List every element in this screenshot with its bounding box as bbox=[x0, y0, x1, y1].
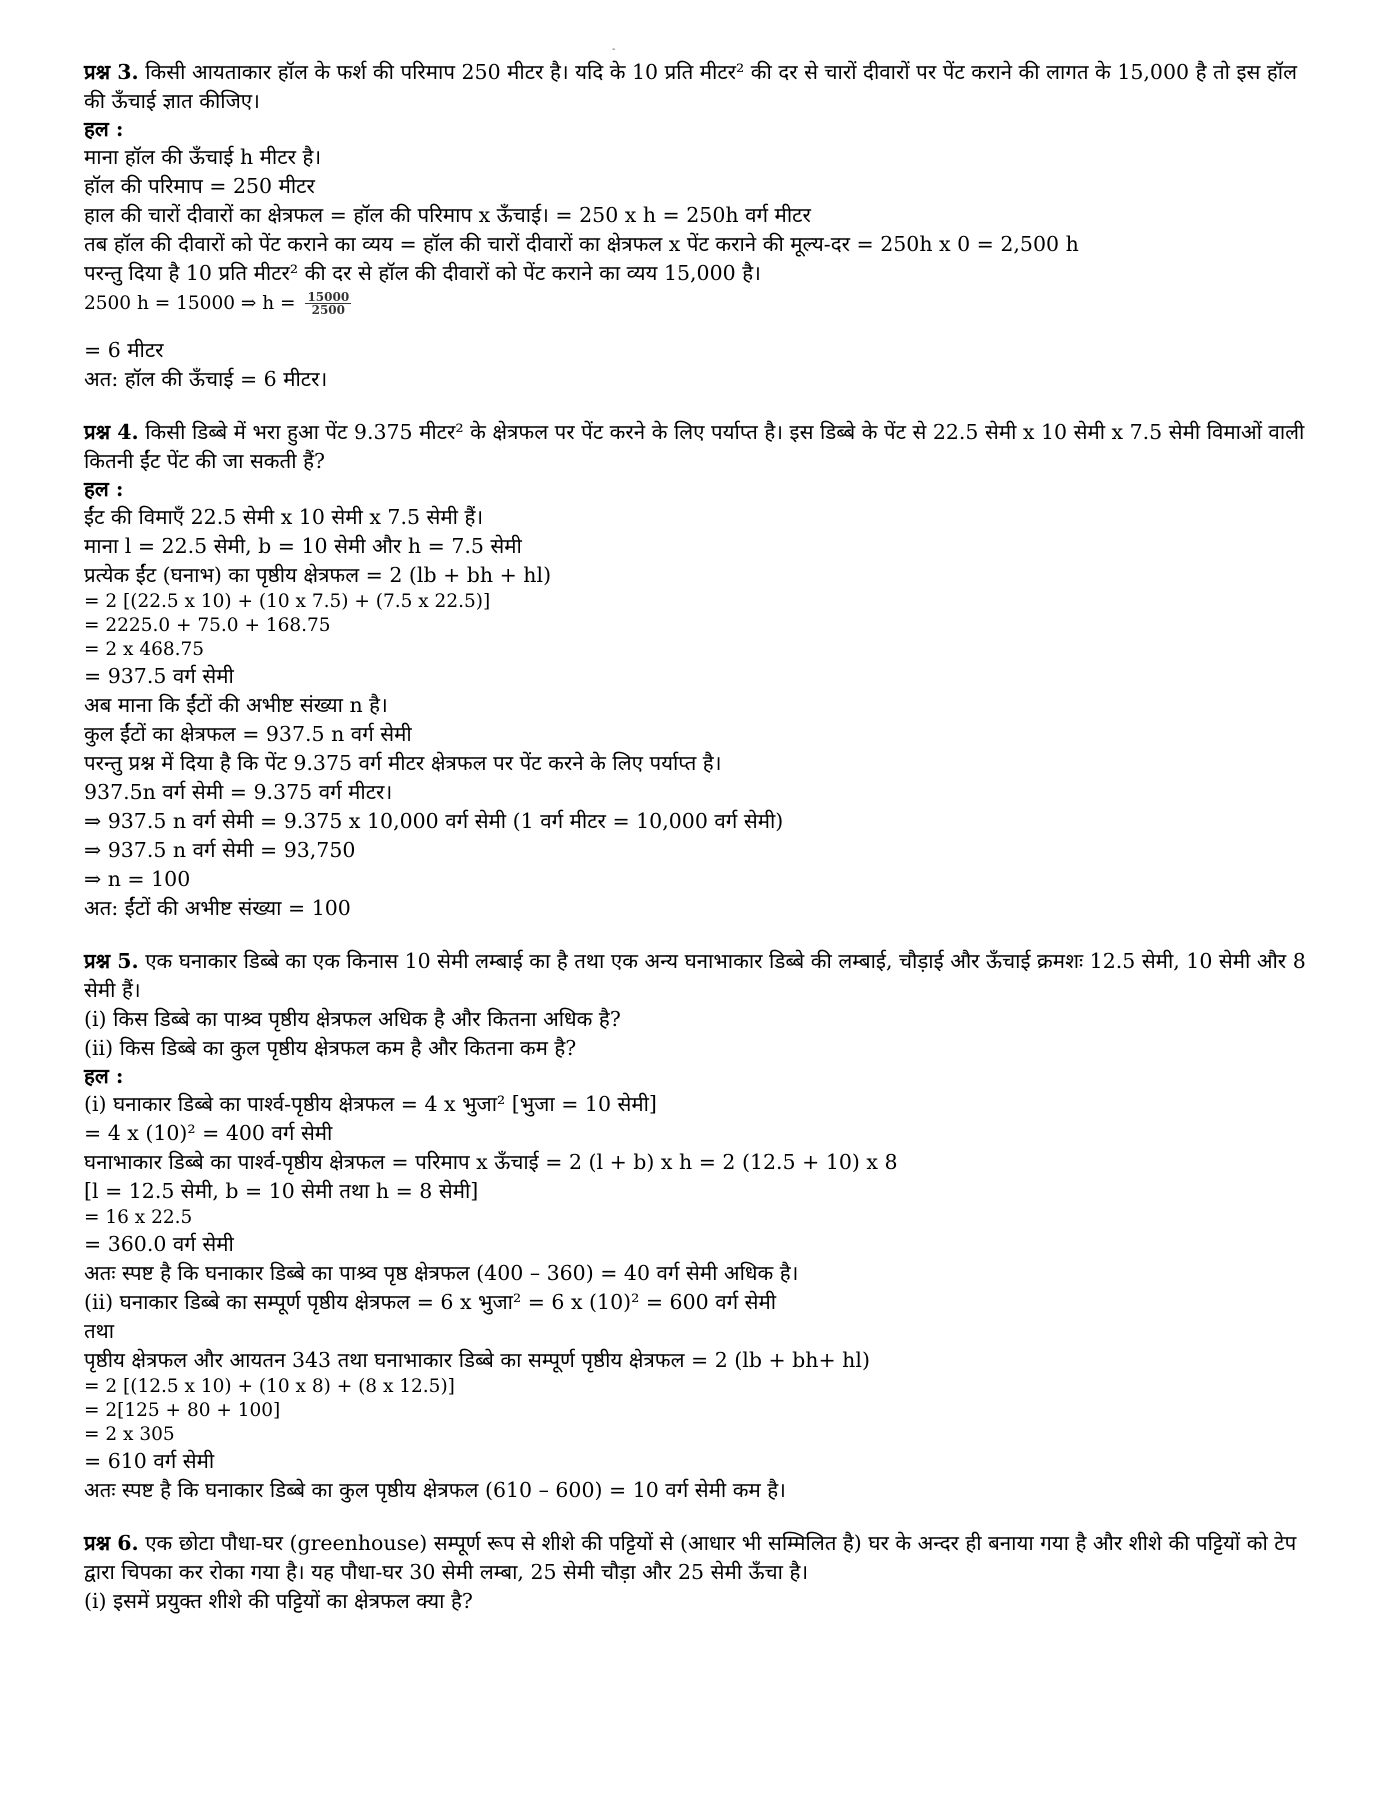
question-5 bbox=[84, 947, 1324, 1505]
solution-line: माना l = 22.5 सेमी, b = 10 सेमी और h = 7.5 सेमी bbox=[84, 534, 522, 558]
question-3-text bbox=[84, 58, 1324, 116]
solution-line: अतः स्पष्ट है कि घनाकार डिब्बे का पाश्र्व पृष्ठ क्षेत्रफल (400 – 360) = 40 वर्ग सेमी अधिक है। bbox=[84, 1261, 799, 1285]
solution-line: ⇒ n = 100 bbox=[84, 867, 191, 891]
solution-line: = 6 मीटर bbox=[84, 338, 164, 362]
solution-line: प्रत्येक ईंट (घनाभ) का पृष्ठीय क्षेत्रफल = 2 (lb + bh + hl) bbox=[84, 563, 552, 587]
question-3-body: किसी आयताकार हॉल के फर्श की परिमाप 250 मीटर है। यदि के 10 प्रति मीटर² की दर से चारों दीवारों पर पेंट कराने की लागत के 15,000 है तो इस हॉल की ऊँचाई ज्ञात कीजिए। bbox=[84, 60, 1298, 113]
question-6-text bbox=[84, 1529, 1324, 1587]
question-4 bbox=[84, 418, 1324, 923]
solution-heading: हल : bbox=[84, 117, 124, 141]
solution-line: परन्तु दिया है 10 प्रति मीटर² की दर से हॉल की दीवारों को पेंट कराने का व्यय 15,000 है। bbox=[84, 261, 761, 285]
solution-line: = 610 वर्ग सेमी bbox=[84, 1449, 215, 1473]
equation-line bbox=[84, 288, 1324, 322]
solution-line: = 360.0 वर्ग सेमी bbox=[84, 1232, 234, 1256]
solution-line: परन्तु प्रश्न में दिया है कि पेंट 9.375 वर्ग मीटर क्षेत्रफल पर पेंट करने के लिए पर्याप्त है। bbox=[84, 751, 722, 775]
question-subpart: (i) इसमें प्रयुक्त शीशे की पट्टियों का क्षेत्रफल क्या है? bbox=[84, 1589, 473, 1613]
solution-line: [l = 12.5 सेमी, b = 10 सेमी तथा h = 8 सेमी] bbox=[84, 1179, 479, 1203]
solution-line: माना हॉल की ऊँचाई h मीटर है। bbox=[84, 145, 322, 169]
question-3-label: प्रश्न 3. bbox=[84, 60, 139, 84]
solution-step: = 2225.0 + 75.0 + 168.75 bbox=[84, 615, 331, 636]
question-6 bbox=[84, 1529, 1324, 1616]
solution-step: = 2 [(12.5 x 10) + (10 x 8) + (8 x 12.5)] bbox=[84, 1376, 455, 1397]
solution-line: (i) घनाकार डिब्बे का पार्श्व-पृष्ठीय क्षेत्रफल = 4 x भुजा² [भुजा = 10 सेमी] bbox=[84, 1092, 657, 1116]
solution-heading: हल : bbox=[84, 1064, 124, 1088]
solution-line: ⇒ 937.5 n वर्ग सेमी = 9.375 x 10,000 वर्ग सेमी (1 वर्ग मीटर = 10,000 वर्ग सेमी) bbox=[84, 809, 784, 833]
solution-line: अब माना कि ईंटों की अभीष्ट संख्या n है। bbox=[84, 693, 388, 717]
question-3 bbox=[84, 58, 1324, 394]
solution-line: कुल ईंटों का क्षेत्रफल = 937.5 n वर्ग सेमी bbox=[84, 722, 412, 746]
equation-text: 2500 h = 15000 ⇒ h = bbox=[84, 293, 302, 314]
solution-line: तथा bbox=[84, 1319, 115, 1343]
solution-step: = 2 x 468.75 bbox=[84, 639, 205, 660]
solution-line: हाल की चारों दीवारों का क्षेत्रफल = हॉल की परिमाप x ऊँचाई। = 250 x h = 250h वर्ग मीटर bbox=[84, 203, 811, 227]
top-mark: - bbox=[612, 44, 616, 55]
document-page bbox=[84, 58, 1324, 1616]
solution-heading: हल : bbox=[84, 477, 124, 501]
solution-line: अत: हॉल की ऊँचाई = 6 मीटर। bbox=[84, 367, 328, 391]
question-5-body: एक घनाकार डिब्बे का एक किनास 10 सेमी लम्बाई का है तथा एक अन्य घनाभाकार डिब्बे की लम्बाई, चौड़ाई और ऊँचाई क्रमशः 12.5 सेमी, 10 सेमी और 8 सेमी हैं। bbox=[84, 949, 1306, 1002]
solution-line: अत: ईंटों की अभीष्ट संख्या = 100 bbox=[84, 896, 351, 920]
solution-line: पृष्ठीय क्षेत्रफल और आयतन 343 तथा घनाभाकार डिब्बे का सम्पूर्ण पृष्ठीय क्षेत्रफल = 2 (lb + bh+ hl) bbox=[84, 1348, 870, 1372]
solution-step: = 16 x 22.5 bbox=[84, 1207, 193, 1228]
solution-line: तब हॉल की दीवारों को पेंट कराने का व्यय = हॉल की चारों दीवारों का क्षेत्रफल x पेंट कराने की मूल्य-दर = 250h x 0 = 2,500 h bbox=[84, 232, 1079, 256]
question-6-body: एक छोटा पौधा-घर (greenhouse) सम्पूर्ण रूप से शीशे की पट्टियों से (आधार भी सम्मिलित है) घर के अन्दर ही बनाया गया है और शीशे की पट्टियों को टेप द्वारा चिपका कर रोका गया है। यह पौधा-घर 30 सेमी लम्बा, 25 सेमी चौड़ा और 25 सेमी ऊँचा है। bbox=[84, 1531, 1297, 1584]
solution-line: हॉल की परिमाप = 250 मीटर bbox=[84, 174, 315, 198]
question-4-body: किसी डिब्बे में भरा हुआ पेंट 9.375 मीटर² के क्षेत्रफल पर पेंट करने के लिए पर्याप्त है। इस डिब्बे के पेंट से 22.5 सेमी x 10 सेमी x 7.5 सेमी विमाओं वाली कितनी ईंट पेंट की जा सकती हैं? bbox=[84, 420, 1305, 473]
solution-line: = 937.5 वर्ग सेमी bbox=[84, 664, 234, 688]
question-subpart: (i) किस डिब्बे का पाश्र्व पृष्ठीय क्षेत्रफल अधिक है और कितना अधिक है? bbox=[84, 1007, 621, 1031]
question-5-label: प्रश्न 5. bbox=[84, 949, 139, 973]
solution-line: = 4 x (10)² = 400 वर्ग सेमी bbox=[84, 1121, 333, 1145]
fraction bbox=[305, 291, 351, 316]
fraction-numerator: 15000 bbox=[307, 290, 350, 304]
solution-line: ⇒ 937.5 n वर्ग सेमी = 93,750 bbox=[84, 838, 356, 862]
solution-line: अतः स्पष्ट है कि घनाकार डिब्बे का कुल पृष्ठीय क्षेत्रफल (610 – 600) = 10 वर्ग सेमी कम है। bbox=[84, 1478, 786, 1502]
solution-step: = 2 [(22.5 x 10) + (10 x 7.5) + (7.5 x 22.5)] bbox=[84, 591, 491, 612]
solution-line: (ii) घनाकार डिब्बे का सम्पूर्ण पृष्ठीय क्षेत्रफल = 6 x भुजा² = 6 x (10)² = 600 वर्ग सेमी bbox=[84, 1290, 777, 1314]
question-6-label: प्रश्न 6. bbox=[84, 1531, 139, 1555]
solution-step: = 2 x 305 bbox=[84, 1424, 175, 1445]
solution-line: घनाभाकार डिब्बे का पार्श्व-पृष्ठीय क्षेत्रफल = परिमाप x ऊँचाई = 2 (l + b) x h = 2 (12.5 + 10) x 8 bbox=[84, 1150, 898, 1174]
question-4-text bbox=[84, 418, 1324, 476]
solution-line: ईंट की विमाएँ 22.5 सेमी x 10 सेमी x 7.5 सेमी हैं। bbox=[84, 505, 484, 529]
solution-step: = 2[125 + 80 + 100] bbox=[84, 1400, 281, 1421]
question-subpart: (ii) किस डिब्बे का कुल पृष्ठीय क्षेत्रफल कम है और कितना कम है? bbox=[84, 1036, 577, 1060]
fraction-denominator: 2500 bbox=[311, 303, 346, 317]
solution-line: 937.5n वर्ग सेमी = 9.375 वर्ग मीटर। bbox=[84, 780, 393, 804]
question-4-label: प्रश्न 4. bbox=[84, 420, 139, 444]
question-5-text bbox=[84, 947, 1324, 1005]
